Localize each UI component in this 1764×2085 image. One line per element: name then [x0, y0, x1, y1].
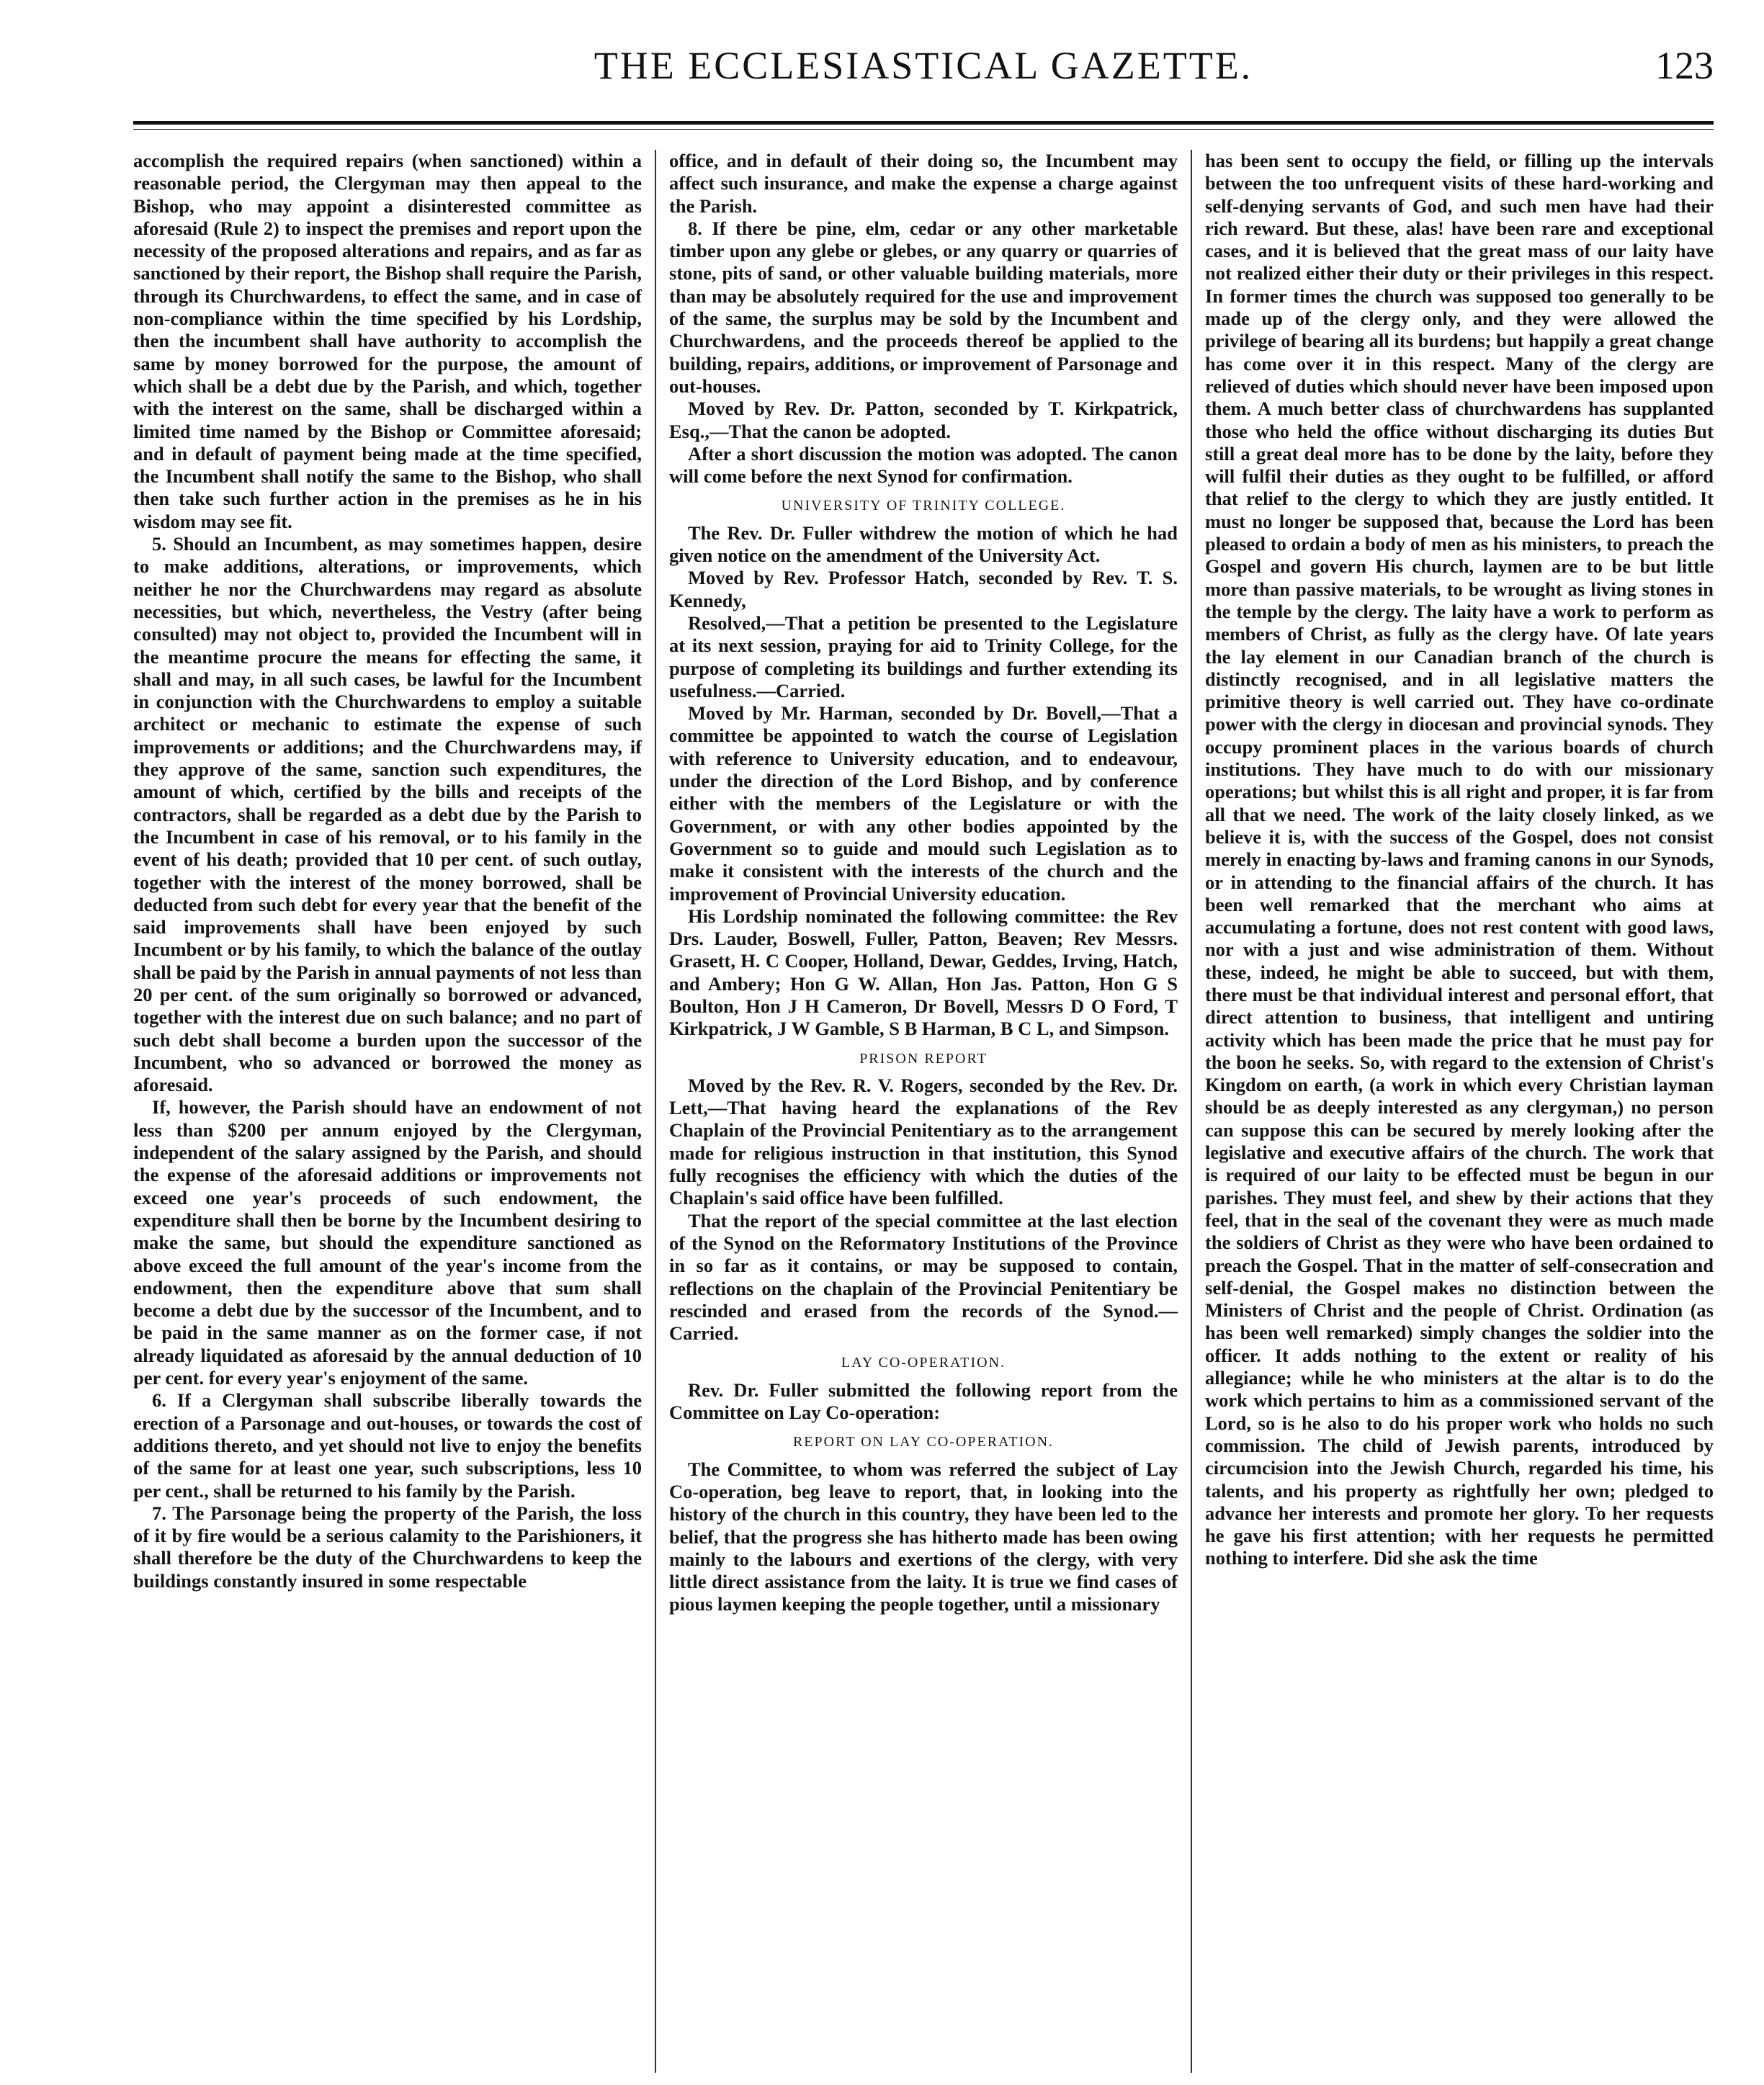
section-heading: PRISON REPORT — [859, 1050, 988, 1067]
paragraph: 8. If there be pine, elm, cedar or any other marketable timber upon any glebe or glebes, or any quarry or quarries of stone, pits of sand, or other valuable building materials, more than may be absolutely required for the use and improvement of the same, the surplus may be sold by the Incumbent and Churchwardens, and the proceeds thereof be applied to the building, repairs, additions, or improvement of Parsonage and out-houses. — [669, 217, 1178, 397]
paragraph: His Lordship nominated the following committee: the Rev Drs. Lauder, Boswell, Fuller, Patton, Beaven; Rev Messrs. Grasett, H. C Cooper, Holland, Dewar, Geddes, Irving, Hatch, and Ambery; Hon G W. Allan, Hon Jas. Patton, Hon G S Boulton, Hon J H Cameron, Dr Bovell, Messrs D O Ford, T Kirkpatrick, J W Gamble, S B Harman, B C L, and Simpson. — [669, 905, 1178, 1040]
section-heading: UNIVERSITY OF TRINITY COLLEGE. — [781, 498, 1066, 514]
paragraph: That the report of the special committee at the last election of the Synod on the Reformatory Institutions of the Province in so far as it contains, or may be supposed to contain, reflections on the chaplain of the Provincial Penitentiary be rescinded and erased from the records of the Synod.—Carried. — [669, 1209, 1178, 1345]
paragraph: 6. If a Clergyman shall subscribe liberally towards the erection of a Parsonage and out-houses, or towards the cost of additions thereto, and yet should not live to enjoy the benefits of the same for at least one year, such subscriptions, less 10 per cent., shall be returned to his family by the Parish. — [133, 1389, 642, 1502]
paragraph: After a short discussion the motion was adopted. The canon will come before the next Synod for confirmation. — [669, 442, 1178, 488]
running-title: THE ECCLESIASTICAL GAZETTE. — [594, 44, 1253, 87]
paragraph: Moved by the Rev. R. V. Rogers, seconded by the Rev. Dr. Lett,—That having heard the explanations of the Rev Chaplain of the Provincial Penitentiary as to the arrangement made for religious instruction in that institution, this Synod fully recognises the efficiency with which the duties of the Chaplain's said office have been fulfilled. — [669, 1074, 1178, 1209]
paragraph: 5. Should an Incumbent, as may sometimes happen, desire to make additions, alterations, or improvements, which neither he nor the Churchwardens may regard as absolute necessities, but which, nevertheless, the Vestry (after being consulted) may not object to, provided the Incumbent will in the meantime procure the means for effecting the same, it shall and may, in all such cases, be lawful for the Incumbent in conjunction with the Churchwardens to employ a suitable architect or mechanic to estimate the expense of such improvements or additions; and the Churchwardens may, if they approve of the same, sanction such expenditures, the amount of which, certified by the bills and receipts of the contractors, shall be regarded as a debt due by the Parish to the Incumbent in case of his removal, or to his family in the event of his death; provided that 10 per cent. of such outlay, together with the interest of the money borrowed, shall be deducted from such debt for every year that the benefit of the said improvements shall have been enjoyed by such Incumbent or by his family, to which the balance of the outlay shall be paid by the Parish in annual payments of not less than 20 per cent. of the sum originally so borrowed or advanced, together with the interest due on such balance; and no part of such debt shall become a burden upon the successor of the Incumbent, who so advanced or borrowed the money as aforesaid. — [133, 533, 642, 1096]
paragraph: accomplish the required repairs (when sanctioned) within a reasonable period, the Clergyman may then appeal to the Bishop, who may appoint a disinterested committee as aforesaid (Rule 2) to inspect the premises and report upon the necessity of the proposed alterations and repairs, and as far as sanctioned by their report, the Bishop shall require the Parish, through its Churchwardens, to effect the same, and in case of non-compliance within the time specified by his Lordship, then the incumbent shall have authority to accomplish the same by money borrowed for the purpose, the amount of which shall be a debt due by the Parish, and which, together with the interest on the same, shall be discharged within a limited time named by the Bishop or Committee aforesaid; and in default of payment being made at the time specified, the Incumbent shall notify the same to the Bishop, who shall then take such further action in the premises as he in his wisdom may see fit. — [133, 150, 642, 532]
paragraph: The Rev. Dr. Fuller withdrew the motion of which he had given notice on the amendment of the University Act. — [669, 521, 1178, 567]
column-2 — [656, 150, 1191, 2073]
section-heading: REPORT ON LAY CO-OPERATION. — [792, 1434, 1055, 1450]
section-heading: LAY CO-OPERATION. — [841, 1355, 1006, 1371]
paragraph: 7. The Parsonage being the property of the Parish, the loss of it by fire would be a serious calamity to the Parishioners, it shall therefore be the duty of the Churchwardens to keep the buildings constantly insured in some respectable — [133, 1502, 642, 1592]
paragraph: Moved by Rev. Professor Hatch, seconded by Rev. T. S. Kennedy, — [669, 567, 1178, 611]
header-rule — [133, 121, 1714, 130]
paragraph: has been sent to occupy the field, or filling up the intervals between the too unfrequent visits of these hard-working and self-denying servants of God, and such men have had their rich reward. But these, alas! have been rare and exceptional cases, and it is believed that the great mass of our laity have not realized either their duty or their privileges in this respect. In former times the church was supposed too generally to be made up of the clergy only, and they were allowed the privilege of bearing all its burdens; but happily a great change has come over it in this respect. Many of the clergy are relieved of duties which should never have been imposed upon them. A much better class of churchwardens has supplanted those who held the office without discharging its duties But still a great deal more has to be done by the laity, before they will fulfil their duties as they ought to be fulfilled, or afford that relief to the clergy to which they are justly entitled. It must no longer be supposed that, because the Lord has been pleased to ordain a body of men as his ministers, to preach the Gospel and govern His church, laymen are to be but little more than passive materials, to be wrought as living stones in the temple by the clergy. The laity have a work to perform as members of Christ, as fully as the clergy have. Of late years the lay element in our Canadian branch of the church is distinctly recognised, and in all legislative matters the primitive theory is well carried out. They have co-ordinate power with the clergy in diocesan and provincial synods. They occupy prominent places in the various boards of church institutions. They have much to do with our missionary operations; but whilst this is all right and proper, it is far from all that we need. The work of the laity closely linked, as we believe it is, with the success of the Gospel, does not consist merely in enacting by-laws and framing canons in our Synods, or in attending to the financial affairs of the church. It has been well remarked that the merchant who aims at accumulating a fortune, does not rest content with good laws, nor with a just and wise administration of them. Without these, indeed, he might be able to succeed, but with them, there must be that individual interest and personal effort, that direct attention to business, that intelligent and untiring activity which has been made the price that he must pay for the boon he seeks. So, with regard to the extension of Christ's Kingdom on earth, (a work in which every Christian layman should be as deeply interested as any clergyman,) no person can suppose this can be secured by merely looking after the legislative and executive affairs of the church. The work that is required of our laity to be effected must be begun in our parishes. They must feel, and shew by their actions that they feel, that in the seal of the covenant they were as much made the soldiers of Christ as they were who have been ordained to preach the Gospel. That in the matter of self-consecration and self-denial, the Gospel makes no distinction between the Ministers of Christ and the people of Christ. Ordination (as has been well remarked) simply changes the soldier into the officer. It adds nothing to the extent or reality of his allegiance; while he who ministers at the altar is to do the work which pertains to him as a commissioned servant of the Lord, so is he also to do his proper work who holds no such commission. The child of Jewish parents, introduced by circumcision into the Jewish Church, regarded his time, his talents, and his property as rightfully her own; pledged to advance her interests and promote her glory. To her requests he gave his first attention; with her requests he permitted nothing to interfere. Did she ask the time — [1205, 150, 1714, 1569]
paragraph: If, however, the Parish should have an endowment of not less than $200 per annum enjoyed by the Clergyman, independent of the salary assigned by the Parish, and should the expense of the aforesaid additions or improvements not exceed one year's proceeds of such endowment, the expenditure shall then be borne by the Incumbent desiring to make the same, but should the expenditure sanctioned as above exceed the full amount of the year's income from the endowment, then the expenditure above that sum shall become a debt due by the successor of the Incumbent, and to be paid in the same manner as on the former case, if not already liquidated as aforesaid by the annual deduction of 10 per cent. for every year's enjoyment of the same. — [133, 1096, 642, 1389]
paragraph: The Committee, to whom was referred the subject of Lay Co-operation, beg leave to report, that, in looking into the history of the church in this country, they have been led to the belief, that the progress she has hitherto made has been owing mainly to the labours and exertions of the clergy, with very little direct assistance from the laity. It is true we find cases of pious laymen keeping the people together, until a missionary — [669, 1458, 1178, 1615]
column-3 — [1192, 150, 1714, 2073]
paragraph: Moved by Rev. Dr. Patton, seconded by T. Kirkpatrick, Esq.,—That the canon be adopted. — [669, 398, 1178, 442]
page-number: 123 — [1655, 44, 1714, 87]
paragraph: office, and in default of their doing so, the Incumbent may affect such insurance, and make the expense a charge against the Parish. — [669, 150, 1178, 217]
page-header — [133, 0, 1714, 92]
text-columns — [133, 150, 1714, 2073]
paragraph: Rev. Dr. Fuller submitted the following report from the Committee on Lay Co-operation: — [669, 1378, 1178, 1424]
paragraph: Resolved,—That a petition be presented to the Legislature at its next session, praying for aid to Trinity College, for the purpose of completing its buildings and further extending its usefulness.—Carried. — [669, 611, 1178, 701]
paragraph: Moved by Mr. Harman, seconded by Dr. Bovell,—That a committee be appointed to watch the course of Legislation with reference to University education, and to endeavour, under the direction of the Lord Bishop, and by conference either with the members of the Legislature or with the Government, or with any other bodies appointed by the Government so to guide and mould such Legislation as to make it consistent with the interests of the church and the improvement of Provincial University education. — [669, 702, 1178, 905]
column-1 — [133, 150, 655, 2073]
